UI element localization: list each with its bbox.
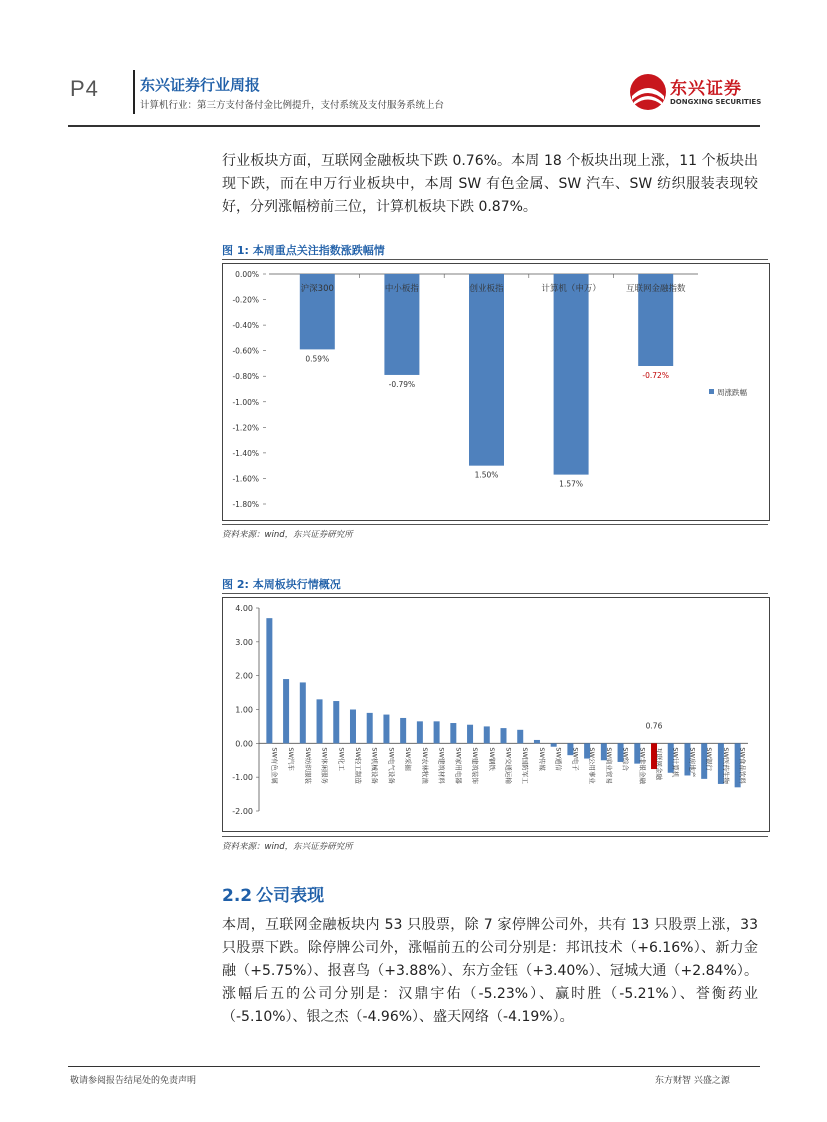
category-label: SW休闲服务 (320, 747, 329, 784)
category-label: SW建筑材料 (437, 747, 446, 784)
category-label: 创业板指 (469, 284, 504, 294)
logo-chinese: 东兴证券 (670, 79, 742, 99)
section-title: 公司表现 (256, 886, 325, 906)
figure1-source: 资料来源：wind，东兴证券研究所 (222, 530, 353, 540)
legend-label: 周涨跌幅 (717, 388, 747, 397)
section-number: 2.2 (222, 886, 253, 906)
bar (450, 723, 456, 743)
category-label: SW采掘 (404, 747, 413, 771)
bar (517, 730, 523, 744)
figure1-chart (222, 263, 770, 521)
report-subtitle: 计算机行业：第三方支付备付金比例提升，支付系统及支付服务系统上台 (140, 100, 445, 111)
bar (383, 715, 389, 744)
figure2-source: 资料来源：wind，东兴证券研究所 (222, 842, 353, 852)
figure2-bottom-rule (222, 836, 768, 837)
figure2-rule (222, 593, 768, 594)
category-label: SW交通运输 (504, 747, 513, 784)
figure2-title: 图 2: 本周板块行情概况 (222, 578, 341, 591)
category-label: 互联网金融指数 (625, 284, 686, 294)
category-label: SW电子 (571, 747, 580, 771)
footer-slogan: 东方财智 兴盛之源 (655, 1076, 730, 1086)
bar (434, 721, 440, 743)
data-label: 1.50% (474, 470, 499, 480)
category-label: SW家用电器 (454, 747, 463, 784)
bar (333, 701, 339, 743)
bar (317, 699, 323, 743)
y-tick-label: -2.00 (232, 807, 253, 816)
bar (367, 713, 373, 743)
bar (266, 618, 272, 743)
y-tick-label: -1.00 (232, 773, 253, 783)
category-label: SW房地产 (688, 747, 697, 778)
figure1-bottom-rule (222, 524, 768, 525)
data-label: 0.76 (645, 721, 663, 731)
intro-paragraph: 行业板块方面，互联网金融板块下跌 0.76%。本周 18 个板块出现上涨，11 个板块出现下跌，而在申万行业板块中，本周 SW 有色金属、SW 汽车、SW 纺织服装表现较好，分列涨幅榜前三位，计算机板块下跌 0.87%。 (222, 153, 758, 215)
bar (467, 725, 473, 744)
category-label: SW国防军工 (521, 747, 530, 784)
footer-disclaimer: 敬请参阅报告结尾处的免责声明 (70, 1076, 197, 1086)
page-number: P4 (70, 76, 99, 101)
category-label: SW公用事业 (588, 747, 597, 784)
bar (300, 682, 306, 743)
bar (554, 274, 589, 475)
bar (417, 721, 423, 743)
category-label: SW传媒 (537, 747, 546, 771)
category-label: SW食品饮料 (738, 747, 747, 784)
category-label: 沪深300 (300, 284, 334, 294)
category-label: SW非银金融 (638, 747, 647, 784)
category-label: SW银行 (705, 747, 714, 771)
category-label: 中小板指 (384, 284, 419, 294)
footer-rule (68, 1066, 760, 1067)
y-tick-label: -0.20% (232, 295, 259, 305)
y-tick-label: -0.80% (232, 372, 259, 382)
bar (283, 679, 289, 743)
category-label: SW钢铁 (487, 747, 496, 771)
category-label: SW电气设备 (387, 747, 396, 784)
y-tick-label: -0.60% (232, 346, 259, 356)
category-label: 互联网金融 (655, 747, 664, 780)
y-tick-label: -1.00% (232, 397, 259, 407)
category-label: SW纺织服装 (303, 747, 312, 784)
figure2-chart (222, 597, 770, 832)
data-label: 1.57% (559, 479, 584, 489)
category-label: SW汽车 (287, 747, 296, 771)
bar (484, 726, 490, 743)
data-label: -0.72% (642, 371, 669, 380)
y-tick-label: 4.00 (235, 604, 253, 613)
y-tick-label: 2.00 (235, 671, 253, 681)
header-divider (133, 70, 135, 114)
figure1-title: 图 1: 本周重点关注指数涨跌幅情 (222, 244, 385, 257)
y-tick-label: 0.00% (235, 270, 259, 279)
category-label: SW机械设备 (370, 747, 379, 784)
bar (400, 718, 406, 743)
category-label: SW轻工制造 (353, 747, 362, 784)
figure1-rule (222, 259, 768, 260)
bar (469, 274, 504, 466)
company-paragraph: 本周，互联网金融板块内 53 只股票，除 7 家停牌公司外，共有 13 只股票上涨，33 只股票下跌。除停牌公司外，涨幅前五的公司分别是：邦讯技术（+6.16%）、新力金融（+5.75%）、报喜鸟（+3.88%）、东方金钰（+3.40%）、冠城大通（+2.84%）。涨幅后五的公司分别是：汉鼎宇佑（-5.23%）、赢时胜（-5.21%）、誉衡药业（-5.10%）、银之杰（-4.96%）、盛天网络（-4.19%）。 (222, 917, 758, 1025)
dongxing-logo-icon (628, 72, 668, 112)
category-label: SW建筑装饰 (471, 747, 480, 784)
category-label: 计算机（申万） (541, 284, 601, 294)
bar (551, 743, 557, 746)
y-tick-label: 0.00 (235, 739, 253, 749)
y-tick-label: -0.40% (232, 321, 259, 331)
category-label: SW农林牧渔 (420, 747, 429, 784)
data-label: 0.59% (305, 354, 330, 364)
category-label: SW化工 (337, 747, 346, 771)
category-label: SW通信 (554, 747, 563, 771)
category-label: SW综合 (621, 747, 630, 771)
legend-swatch (709, 389, 714, 394)
y-tick-label: -1.40% (232, 448, 259, 458)
y-tick-label: 1.00 (235, 705, 253, 715)
bar (501, 728, 507, 743)
category-label: SW商业贸易 (604, 747, 613, 784)
data-label: -0.79% (388, 379, 416, 389)
category-label: SW计算机 (671, 747, 680, 778)
bar (534, 740, 540, 743)
category-label: SW有色金属 (270, 747, 279, 784)
y-tick-label: -1.80% (232, 500, 259, 509)
y-tick-label: -1.20% (232, 423, 259, 433)
header-rule (68, 125, 760, 127)
category-label: SW医药生物 (721, 747, 730, 784)
y-tick-label: 3.00 (235, 637, 253, 647)
logo-english: DONGXING SECURITIES (670, 98, 762, 106)
y-tick-label: -1.60% (232, 474, 259, 484)
bar (350, 710, 356, 744)
section-heading (222, 881, 324, 906)
report-title: 东兴证券行业周报 (140, 76, 261, 94)
